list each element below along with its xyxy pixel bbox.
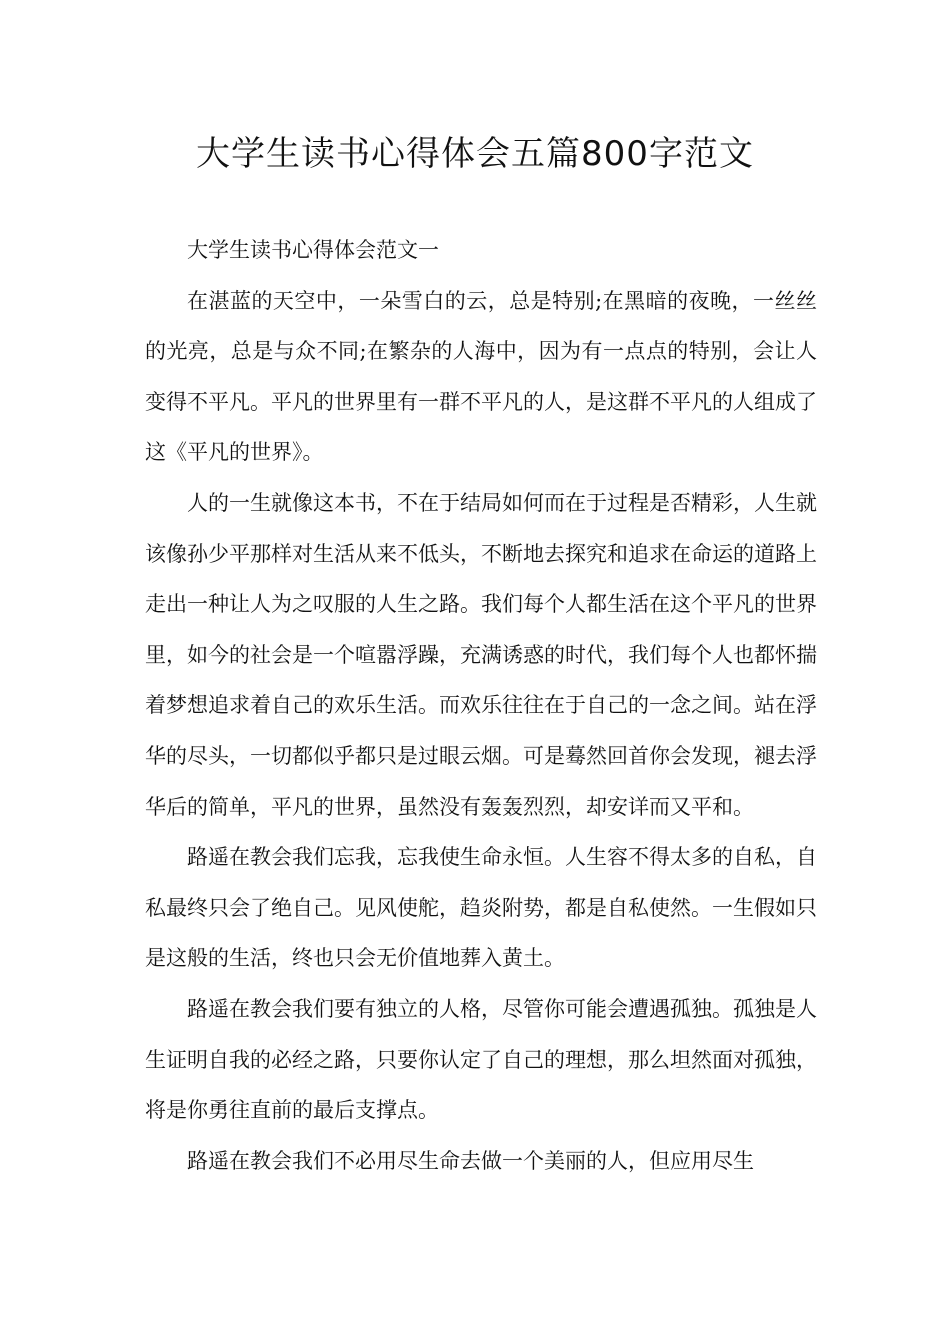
paragraph: 路遥在教会我们忘我，忘我使生命永恒。人生容不得太多的自私，自私最终只会了绝自己。见风使舵，趋炎附势，都是自私使然。一生假如只是这般的生活，终也只会无价值地葬入黄土。 xyxy=(145,845,817,971)
document-body xyxy=(145,225,817,1186)
document-title: 大学生读书心得体会五篇800字范文 xyxy=(196,134,754,174)
paragraph: 人的一生就像这本书，不在于结局如何而在于过程是否精彩，人生就该像孙少平那样对生活从来不低头，不断地去探究和追求在命运的道路上走出一种让人为之叹服的人生之路。我们每个人都生活在这个平凡的世界里，如今的社会是一个喧嚣浮躁，充满诱惑的时代，我们每个人也都怀揣着梦想追求着自己的欢乐生活。而欢乐往往在于自己的一念之间。站在浮华的尽头，一切都似乎都只是过眼云烟。可是蓦然回首你会发现，褪去浮华后的简单，平凡的世界，虽然没有轰轰烈烈，却安详而又平和。 xyxy=(145,490,817,819)
paragraph: 路遥在教会我们不必用尽生命去做一个美丽的人，但应用尽生 xyxy=(187,1148,754,1173)
section-heading: 大学生读书心得体会范文一 xyxy=(187,238,439,262)
paragraph: 路遥在教会我们要有独立的人格，尽管你可能会遭遇孤独。孤独是人生证明自我的必经之路，只要你认定了自己的理想，那么坦然面对孤独，将是你勇往直前的最后支撑点。 xyxy=(145,996,817,1123)
paragraph: 在湛蓝的天空中，一朵雪白的云，总是特别;在黑暗的夜晚，一丝丝的光亮，总是与众不同;在繁杂的人海中，因为有一点点的特别，会让人变得不平凡。平凡的世界里有一群不平凡的人，是这群不平凡的人组成了这《平凡的世界》。 xyxy=(145,288,817,465)
